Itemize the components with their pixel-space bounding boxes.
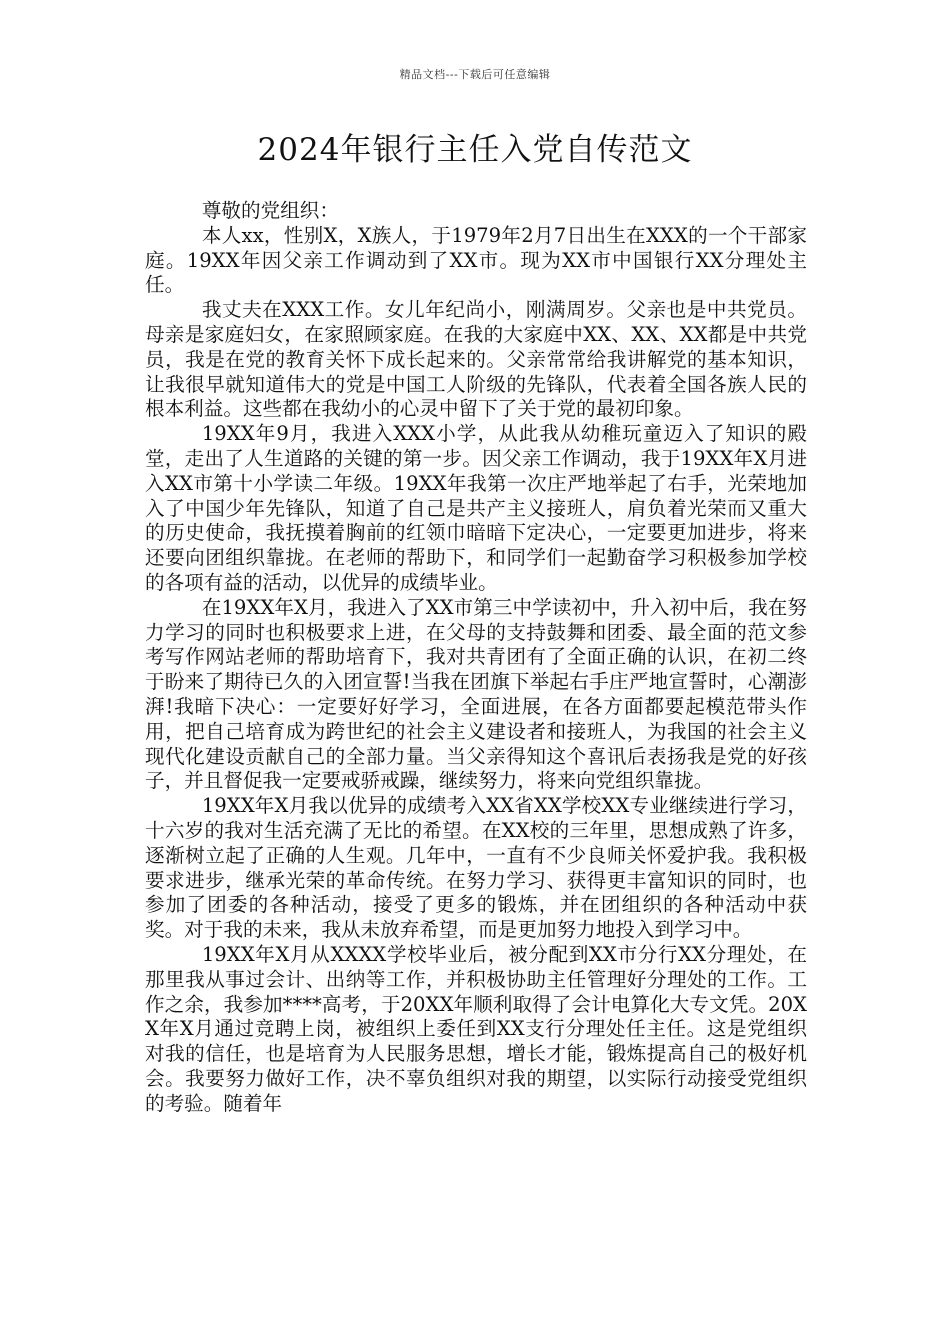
paragraph: 19XX年X月我以优异的成绩考入XX省XX学校XX专业继续进行学习，十六岁的我对生活充满了无比的希望。在XX校的三年里，思想成熟了许多，逐渐树立起了正确的人生观。几年中，一直有不少良师关怀爱护我。我积极要求进步，继承光荣的革命传统。在努力学习、获得更丰富知识的同时，也参加了团委的各种活动，接受了更多的锻炼，并在团组织的各种活动中获奖。对于我的未来，我从未放弃希望，而是更加努力地投入到学习中。 bbox=[145, 794, 807, 942]
paragraph: 在19XX年X月，我进入了XX市第三中学读初中，升入初中后，我在努力学习的同时也积极要求上进，在父母的支持鼓舞和团委、最全面的范文参考写作网站老师的帮助培育下，我对共青团有了全面正确的认识，在初二终于盼来了期待已久的入团宣誓!当我在团旗下举起右手庄严地宣誓时，心潮澎湃!我暗下决心：一定要好好学习，全面进展，在各方面都要起模范带头作用，把自己培育成为跨世纪的社会主义建设者和接班人，为我国的社会主义现代化建设贡献自己的全部力量。当父亲得知这个喜讯后表扬我是党的好孩子，并且督促我一定要戒骄戒躁，继续努力，将来向党组织靠拢。 bbox=[145, 595, 807, 793]
document-title: 2024年银行主任入党自传范文 bbox=[257, 132, 693, 168]
paragraph: 19XX年X月从XXXX学校毕业后，被分配到XX市分行XX分理处，在那里我从事过会计、出纳等工作，并积极协助主任管理好分理处的工作。工作之余，我参加****高考，于20XX年顺利取得了会计电算化大专文凭。20XX年X月通过竞聘上岗，被组织上委任到XX支行分理处任主任。这是党组织对我的信任，也是培育为人民服务思想，增长才能，锻炼提高自己的极好机会。我要努力做好工作，决不辜负组织对我的期望，以实际行动接受党组织的考验。随着年 bbox=[145, 942, 807, 1115]
paragraph: 我丈夫在XXX工作。女儿年纪尚小，刚满周岁。父亲也是中共党员。母亲是家庭妇女，在家照顾家庭。在我的大家庭中XX、XX、XX都是中共党员，我是在党的教育关怀下成长起来的。父亲常常给我讲解党的基本知识，让我很早就知道伟大的党是中国工人阶级的先锋队，代表着全国各族人民的根本利益。这些都在我幼小的心灵中留下了关于党的最初印象。 bbox=[145, 298, 807, 421]
document-body bbox=[145, 199, 807, 1116]
paragraph: 19XX年9月，我进入XXX小学，从此我从幼稚玩童迈入了知识的殿堂，走出了人生道路的关键的第一步。因父亲工作调动，我于19XX年X月进入XX市第十小学读二年级。19XX年我第一次庄严地举起了右手，光荣地加入了中国少年先锋队，知道了自己是共产主义接班人，肩负着光荣而又重大的历史使命，我抚摸着胸前的红领巾暗暗下定决心，一定要更加进步，将来还要向团组织靠拢。在老师的帮助下，和同学们一起勤奋学习积极参加学校的各项有益的活动，以优异的成绩毕业。 bbox=[145, 422, 807, 594]
paragraph: 本人xx，性别X，X族人，于1979年2月7日出生在XXX的一个干部家庭。19XX年因父亲工作调动到了XX市。现为XX市中国银行XX分理处主任。 bbox=[145, 223, 807, 297]
header-note: 精品文档---下载后可任意编辑 bbox=[399, 68, 551, 81]
salutation: 尊敬的党组织： bbox=[201, 199, 339, 222]
